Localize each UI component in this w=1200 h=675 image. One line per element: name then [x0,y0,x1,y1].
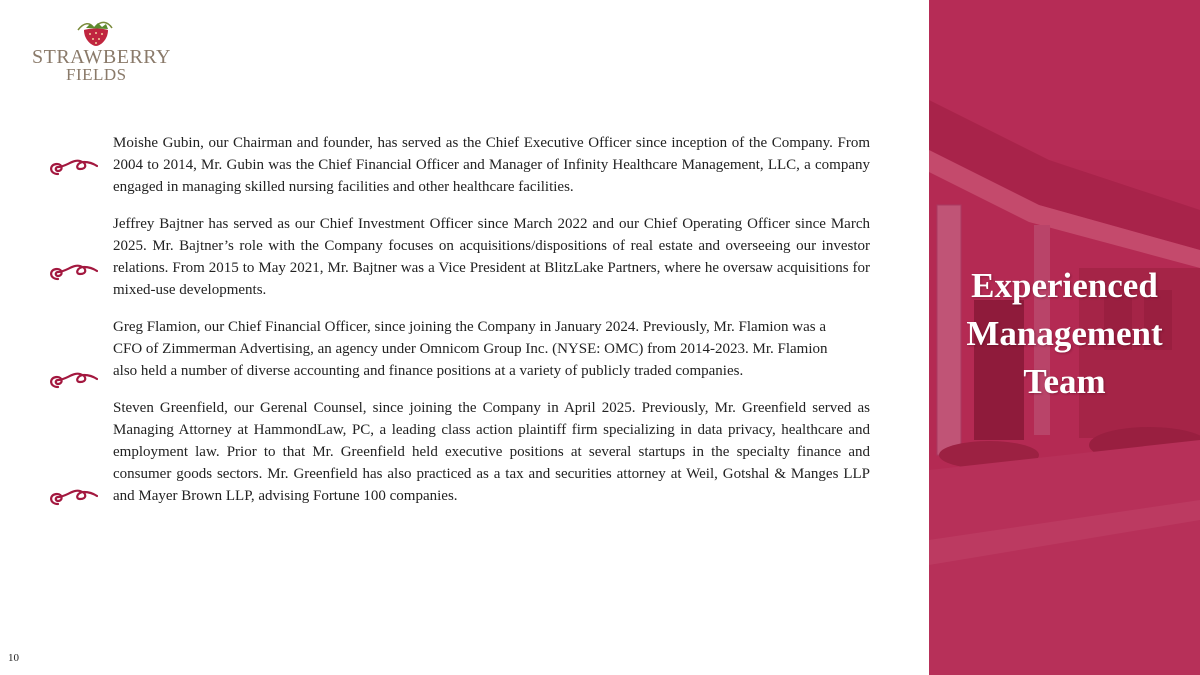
bio-paragraph: Greg Flamion, our Chief Financial Officer, since joining the Company in January 2024. Previously, Mr. Flamion was a CFO of Zimmerman Advertising, an agency under Omnicom Group Inc. (NYSE: OMC) from 2014-2023. Mr. Flamion also held a number of diverse accounting and finance positions at a variety of publicly traded companies. [113,319,828,379]
title-panel [929,0,1200,675]
bio-paragraph: Steven Greenfield, our Gerenal Counsel, since joining the Company in April 2025. Previously, Mr. Greenfield served as Managing Attorney at HammondLaw, PC, a leading class action plaintiff firm specializing in data privacy, healthcare and employment law. Prior to that Mr. Greenfield held executive positions at several startups in the specialty finance and consumer goods sectors. Mr. Greenfield has also practiced as a tax and securities attorney at Weil, Gotshal & Manges LLP and Mayer Brown LLP, advising Fortune 100 companies. [113,400,870,504]
panel-title-line: Team [1023,362,1106,401]
strawberry-logo-icon [76,20,116,48]
bio-paragraph: Moishe Gubin, our Chairman and founder, has served as the Chief Executive Officer since inception of the Company. From 2004 to 2014, Mr. Gubin was the Chief Financial Officer and Manager of Infinity Healthcare Management, LLC, a company engaged in managing skilled nursing facilities and other healthcare facilities. [113,135,870,195]
page-number: 10 [8,652,19,664]
logo-text-line1: STRAWBERRY [32,46,171,68]
panel-title-line: Management [966,314,1163,353]
flourish-icon [46,155,98,177]
logo-text-line2: FIELDS [66,65,127,84]
panel-title [929,262,1200,406]
panel-title-line: Experienced [971,266,1158,305]
flourish-icon [46,485,98,507]
flourish-icon [46,260,98,282]
management-bios [113,132,870,522]
bio-paragraph: Jeffrey Bajtner has served as our Chief Investment Officer since March 2022 and our Chief Operating Officer since March 2025. Mr. Bajtner’s role with the Company focuses on acquisitions/dispositions of real estate and overseeing our investor relations. From 2015 to May 2021, Mr. Bajtner was a Vice President at BlitzLake Partners, where he oversaw acquisitions for mixed-use developments. [113,216,870,298]
company-logo [28,20,173,84]
flourish-icon [46,368,98,390]
